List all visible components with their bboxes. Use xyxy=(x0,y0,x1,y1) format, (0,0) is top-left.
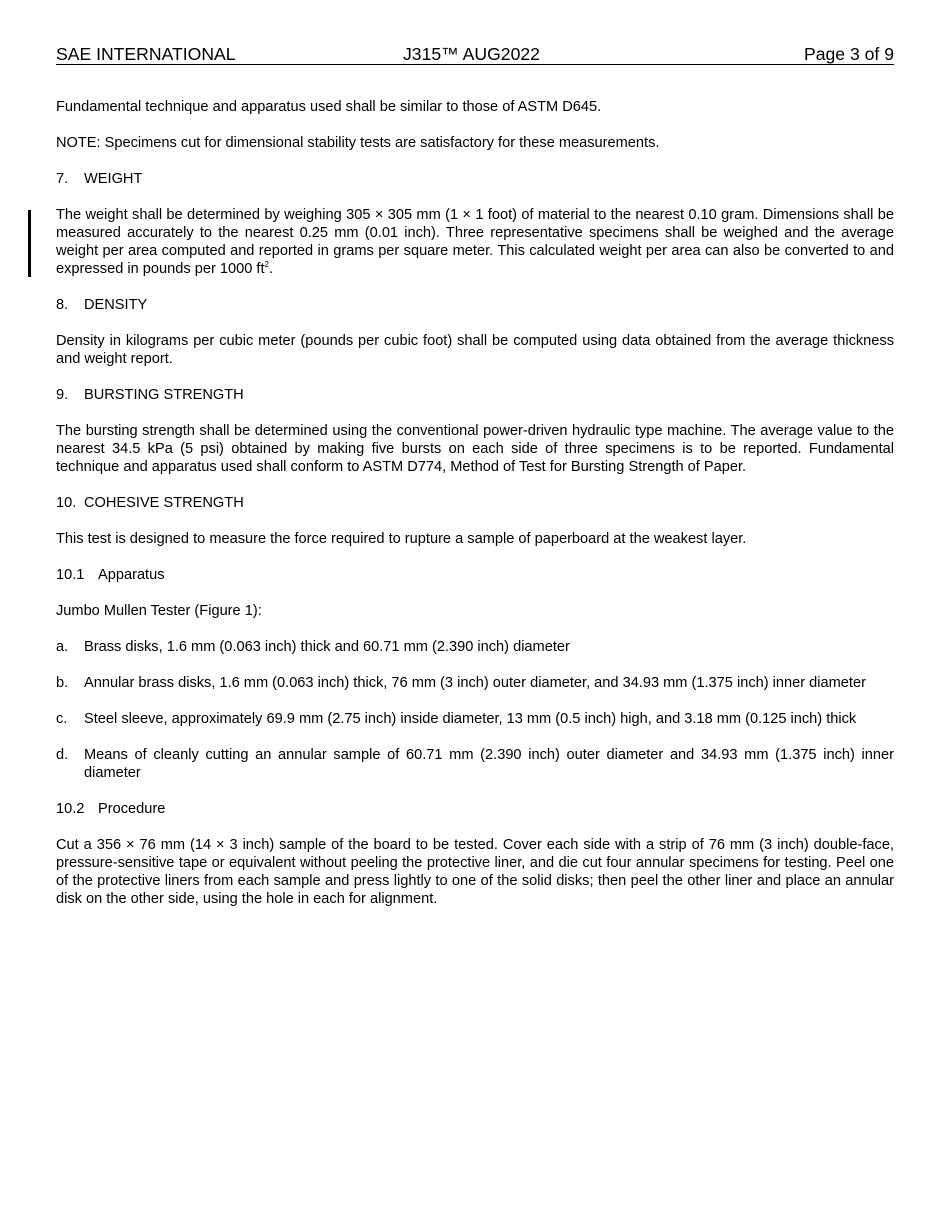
section-heading-weight xyxy=(56,170,894,188)
document-body xyxy=(56,98,894,926)
paragraph-density: Density in kilograms per cubic meter (pounds per cubic foot) shall be computed using data obtained from the average thickness and weight report. xyxy=(56,333,894,367)
section-number: 8. xyxy=(56,297,69,313)
paragraph-bursting-strength: The bursting strength shall be determined using the conventional power-driven hydraulic type machine. The average value to the nearest 34.5 kPa (5 psi) obtained by making five bursts on each side of three specimens is to be reported. Fundamental technique and apparatus used shall conform to ASTM D774, Method of Test for Bursting Strength of Paper. xyxy=(56,423,894,475)
subsection-title: Apparatus xyxy=(98,567,165,583)
list-item-label: c. xyxy=(56,711,68,727)
subsection-heading-procedure xyxy=(56,800,894,818)
list-item-text: Brass disks, 1.6 mm (0.063 inch) thick and 60.71 mm (2.390 inch) diameter xyxy=(84,639,570,655)
list-item xyxy=(56,674,894,692)
list-item-text: Steel sleeve, approximately 69.9 mm (2.75 inch) inside diameter, 13 mm (0.5 inch) high, and 3.18 mm (0.125 inch) thick xyxy=(84,711,857,727)
section-number: 7. xyxy=(56,171,69,187)
subsection-title: Procedure xyxy=(98,801,166,817)
section-number: 9. xyxy=(56,387,69,403)
subsection-number: 10.2 xyxy=(56,801,85,817)
section-heading-density xyxy=(56,296,894,314)
paragraph-procedure: Cut a 356 × 76 mm (14 × 3 inch) sample of the board to be tested. Cover each side with a strip of 76 mm (3 inch) double-face, pressure-sensitive tape or equivalent without peeling the protective liner, and die cut four annular specimens for testing. Peel one of the protective liners from each sample and press lightly to one of the solid disks; then peel the other liner and place an annular disk on the other side, using the hole in each for alignment. xyxy=(56,837,894,907)
list-item-text: Means of cleanly cutting an annular sample of 60.71 mm (2.390 inch) outer diameter and 34.93 mm (1.375 inch) inner diameter xyxy=(84,747,894,781)
header-document-id: J315™ AUG2022 xyxy=(403,44,540,64)
section-heading-cohesive-strength xyxy=(56,494,894,512)
section-heading-bursting-strength xyxy=(56,386,894,404)
list-item-label: b. xyxy=(56,675,69,691)
list-item-label: a. xyxy=(56,639,69,655)
section-number: 10. xyxy=(56,495,77,511)
header-page-number: Page 3 of 9 xyxy=(804,44,894,64)
paragraph-jumbo-mullen: Jumbo Mullen Tester (Figure 1): xyxy=(56,603,262,619)
list-item xyxy=(56,710,894,728)
header-organization: SAE INTERNATIONAL xyxy=(56,44,236,64)
list-item xyxy=(56,638,894,656)
subsection-heading-apparatus xyxy=(56,566,894,584)
subsection-number: 10.1 xyxy=(56,567,85,583)
section-title: COHESIVE STRENGTH xyxy=(84,495,244,511)
revision-change-bar xyxy=(28,210,31,277)
list-item xyxy=(56,746,894,782)
note-specimens: NOTE: Specimens cut for dimensional stability tests are satisfactory for these measurements. xyxy=(56,135,660,151)
page-header xyxy=(56,44,894,65)
section-title: BURSTING STRENGTH xyxy=(84,387,244,403)
section-title: WEIGHT xyxy=(84,171,143,187)
paragraph-astm-d645: Fundamental technique and apparatus used shall be similar to those of ASTM D645. xyxy=(56,99,602,115)
list-item-label: d. xyxy=(56,747,69,763)
paragraph-weight: The weight shall be determined by weighing 305 × 305 mm (1 × 1 foot) of material to the nearest 0.10 gram. Dimensions shall be measured accurately to the nearest 0.25 mm (0.01 inch). Three representative specimens shall be weighed and the average weight per area computed and reported in grams per square meter. This calculated weight per area can also be converted to and expressed in pounds per 1000 $ft^2$. xyxy=(56,207,894,277)
paragraph-cohesive-strength: This test is designed to measure the force required to rupture a sample of paperboard at the weakest layer. xyxy=(56,531,747,547)
list-item-text: Annular brass disks, 1.6 mm (0.063 inch) thick, 76 mm (3 inch) outer diameter, and 34.93 mm (1.375 inch) inner diameter xyxy=(84,675,866,691)
section-title: DENSITY xyxy=(84,297,148,313)
